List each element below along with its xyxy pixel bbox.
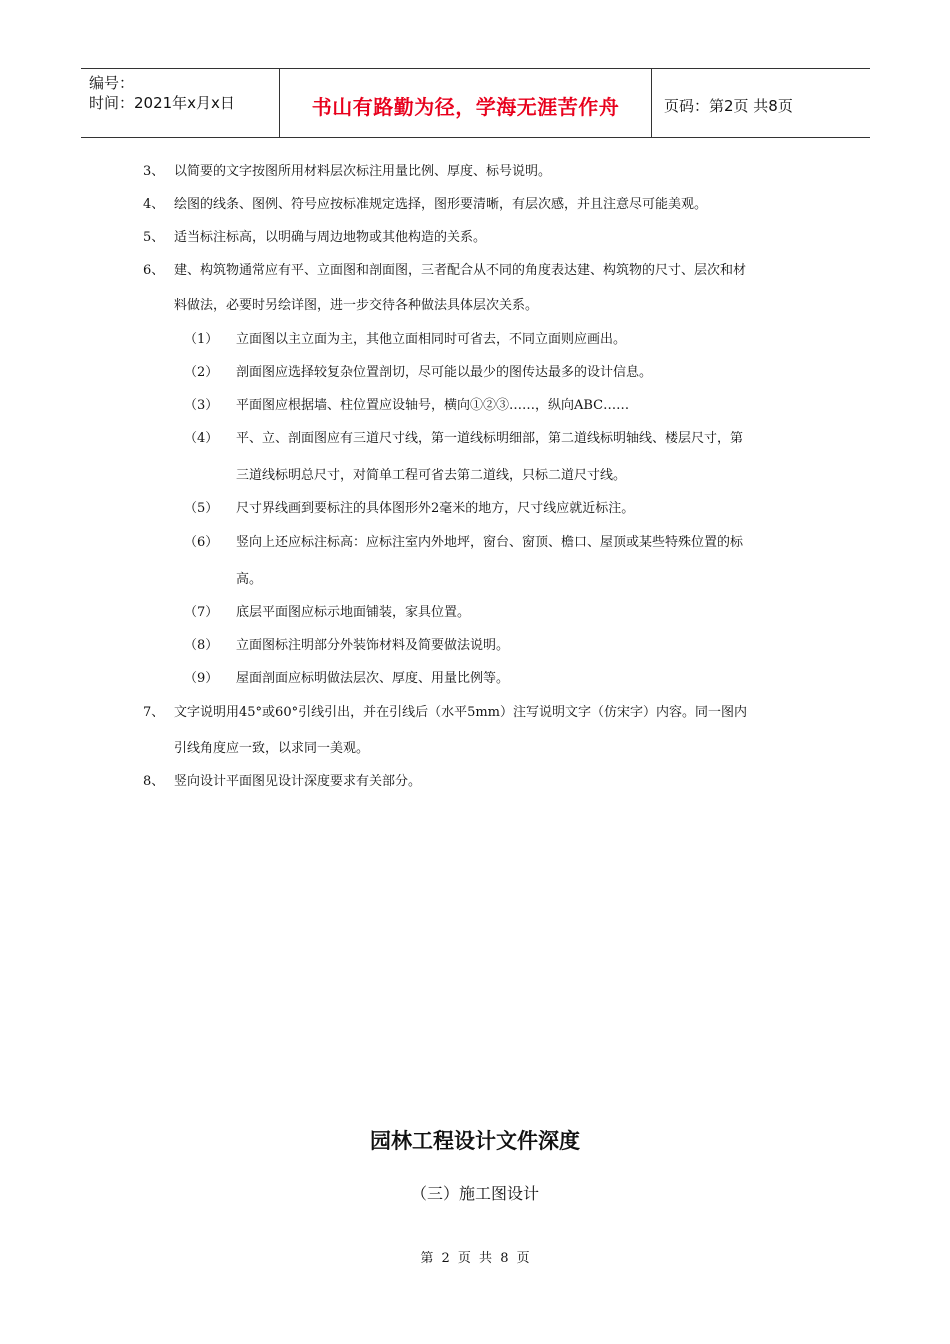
- item-text: 以简要的文字按图所用材料层次标注用量比例、厚度、标号说明。: [174, 164, 552, 179]
- item-number: 3、: [143, 164, 165, 179]
- item-text-continued: 引线角度应一致，以求同一美观。: [174, 741, 370, 756]
- subitem-number: （9）: [184, 671, 219, 686]
- item-text: 竖向设计平面图见设计深度要求有关部分。: [174, 774, 422, 789]
- item-number: 5、: [143, 230, 165, 245]
- subitem-number: （7）: [184, 605, 219, 620]
- subitem-text: 尺寸界线画到要标注的具体图形外2毫米的地方，尺寸线应就近标注。: [236, 501, 635, 516]
- code-label: 编号：: [89, 74, 135, 92]
- subitem-number: （6）: [184, 535, 219, 550]
- subitem-text-continued: 三道线标明总尺寸，对简单工程可省去第二道线，只标二道尺寸线。: [236, 468, 627, 483]
- time-label: 时间：2021年x月x日: [89, 94, 235, 112]
- item-text: 绘图的线条、图例、符号应按标准规定选择，图形要清晰，有层次感，并且注意尽可能美观。: [174, 197, 708, 212]
- subitem-number: （5）: [184, 501, 219, 516]
- subitem-text: 平、立、剖面图应有三道尺寸线，第一道线标明细部，第二道线标明轴线、楼层尺寸，第: [236, 431, 744, 446]
- subitem-text-continued: 高。: [236, 572, 263, 587]
- subitem-text: 平面图应根据墙、柱位置应设轴号，横向①②③……，纵向ABC……: [236, 398, 630, 413]
- subitem-number: （2）: [184, 365, 219, 380]
- subitem-text: 立面图标注明部分外装饰材料及简要做法说明。: [236, 638, 510, 653]
- item-number: 7、: [143, 705, 165, 720]
- motto-text: 书山有路勤为径，学海无涯苦作舟: [311, 94, 620, 119]
- item-text-continued: 料做法，必要时另绘详图，进一步交待各种做法具体层次关系。: [174, 298, 539, 313]
- section-subtitle: （三）施工图设计: [410, 1184, 539, 1203]
- page-info: 页码：第2页 共8页: [664, 96, 793, 115]
- item-text: 文字说明用45°或60°引线引出，并在引线后（水平5mm）注写说明文字（仿宋字）内容。同一图内: [174, 705, 748, 720]
- item-text: 适当标注标高，以明确与周边地物或其他构造的关系。: [174, 230, 487, 245]
- header-right-cell: [652, 69, 870, 137]
- section-title: 园林工程设计文件深度: [370, 1129, 580, 1153]
- subitem-number: （8）: [184, 638, 219, 653]
- item-number: 8、: [143, 774, 165, 789]
- subitem-number: （3）: [184, 398, 219, 413]
- header-left-cell: [81, 69, 280, 137]
- header-middle-cell: [280, 69, 652, 137]
- page-header: [81, 68, 870, 138]
- item-number: 6、: [143, 263, 165, 278]
- subitem-text: 屋面剖面应标明做法层次、厚度、用量比例等。: [236, 671, 510, 686]
- subitem-text: 底层平面图应标示地面铺装，家具位置。: [236, 605, 471, 620]
- item-number: 4、: [143, 197, 165, 212]
- subitem-number: （4）: [184, 431, 219, 446]
- subitem-number: （1）: [184, 332, 219, 347]
- subitem-text: 竖向上还应标注标高：应标注室内外地坪，窗台、窗顶、檐口、屋顶或某些特殊位置的标: [236, 535, 744, 550]
- subitem-text: 立面图以主立面为主，其他立面相同时可省去，不同立面则应画出。: [236, 332, 627, 347]
- item-text: 建、构筑物通常应有平、立面图和剖面图，三者配合从不同的角度表达建、构筑物的尺寸、层次和材: [174, 263, 747, 278]
- subitem-text: 剖面图应选择较复杂位置剖切，尽可能以最少的图传达最多的设计信息。: [236, 365, 653, 380]
- page-footer: 第 2 页 共 8 页: [420, 1251, 530, 1266]
